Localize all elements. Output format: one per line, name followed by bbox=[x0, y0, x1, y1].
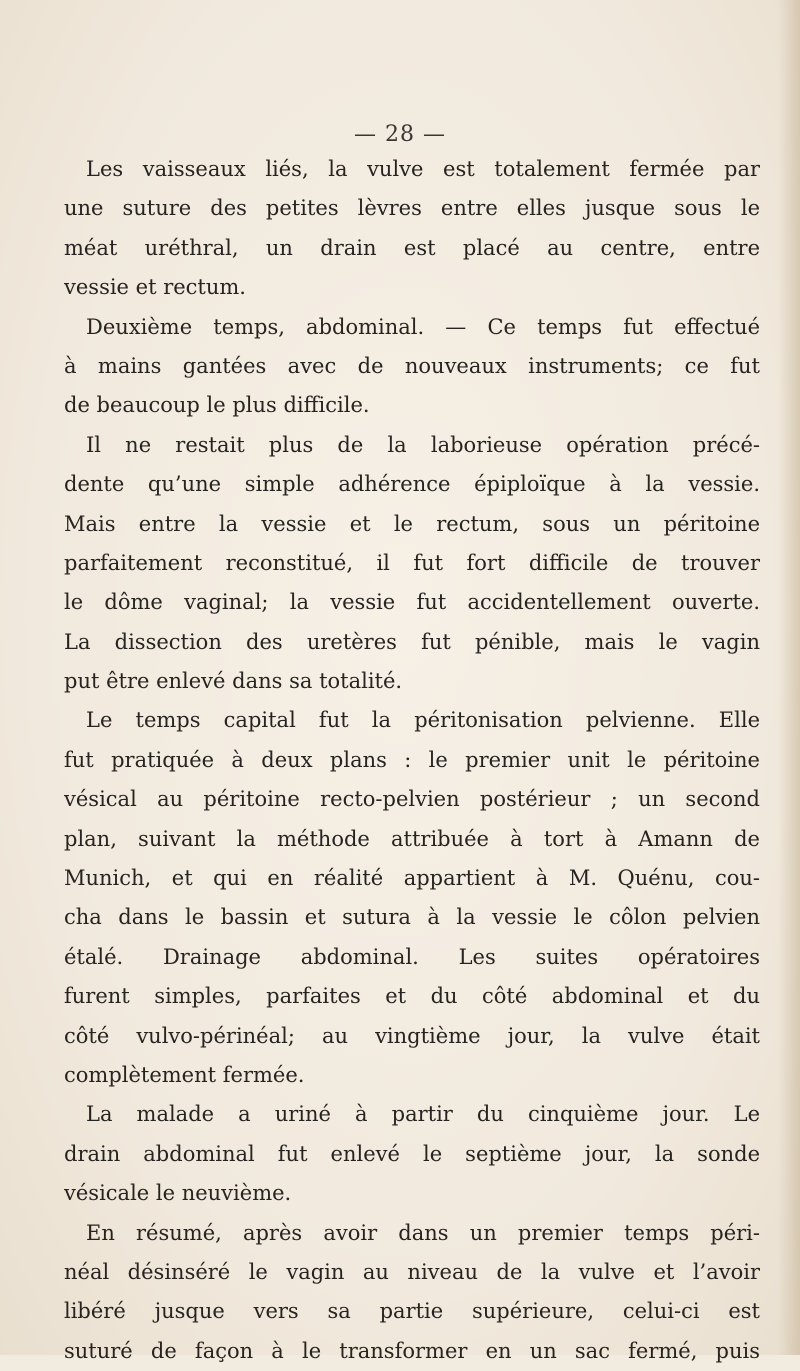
text-line: Le temps capital fut la péritonisation pelvienne. Elle bbox=[86, 708, 760, 733]
page-number: — 28 — bbox=[354, 122, 446, 147]
text-line: Il ne restait plus de la laborieuse opération précé- bbox=[86, 432, 760, 457]
text-line: put être enlevé dans sa totalité. bbox=[64, 669, 403, 694]
text-line: cha dans le bassin et sutura à la vessie le côlon pelvien bbox=[64, 905, 760, 930]
text-line: méat uréthral, un drain est placé au centre, entre bbox=[64, 235, 760, 260]
text-line: Deuxième temps, abdominal. — Ce temps fut effectué bbox=[86, 314, 760, 339]
text-line: drain abdominal fut enlevé le septième jour, la sonde bbox=[64, 1141, 760, 1166]
text-line: complètement fermée. bbox=[64, 1062, 305, 1087]
text-line: fut pratiquée à deux plans : le premier unit le péritoine bbox=[64, 747, 760, 772]
text-line: La dissection des uretères fut pénible, mais le vagin bbox=[64, 629, 760, 654]
text-line: En résumé, après avoir dans un premier temps péri- bbox=[86, 1220, 760, 1245]
text-line: vésicale le neuvième. bbox=[64, 1181, 292, 1206]
text-line: Mais entre la vessie et le rectum, sous un péritoine bbox=[64, 511, 760, 536]
text-line: néal désinséré le vagin au niveau de la vulve et l’avoir bbox=[64, 1259, 760, 1284]
text-line: plan, suivant la méthode attribuée à tort à Amann de bbox=[64, 826, 760, 851]
text-line: vessie et rectum. bbox=[64, 275, 246, 300]
text-line: parfaitement reconstitué, il fut fort difficile de trouver bbox=[64, 550, 760, 575]
text-line: de beaucoup le plus difficile. bbox=[64, 393, 370, 418]
text-line: le dôme vaginal; la vessie fut accidentellement ouverte. bbox=[64, 590, 760, 615]
text-line: à mains gantées avec de nouveaux instruments; ce fut bbox=[64, 353, 760, 378]
text-line: dente qu’une simple adhérence épiploïque à la vessie. bbox=[64, 472, 760, 497]
text-line: La malade a uriné à partir du cinquième jour. Le bbox=[86, 1102, 760, 1127]
text-line: Munich, et qui en réalité appartient à M. Quénu, cou- bbox=[64, 866, 760, 891]
text-line: une suture des petites lèvres entre elles jusque sous le bbox=[64, 196, 760, 221]
body-text bbox=[64, 150, 760, 1371]
text-line: vésical au péritoine recto-pelvien postérieur ; un second bbox=[64, 787, 760, 812]
text-line: furent simples, parfaites et du côté abdominal et du bbox=[64, 984, 760, 1009]
text-line: Les vaisseaux liés, la vulve est totalement fermée par bbox=[86, 157, 760, 181]
page-edge-shadow bbox=[778, 0, 800, 1355]
text-line: étalé. Drainage abdominal. Les suites opératoires bbox=[64, 944, 760, 969]
text-line: suturé de façon à le transformer en un sac fermé, puis bbox=[64, 1338, 760, 1363]
text-line: libéré jusque vers sa partie supérieure, celui-ci est bbox=[64, 1299, 760, 1324]
text-line: côté vulvo-périnéal; au vingtième jour, la vulve était bbox=[64, 1023, 760, 1048]
